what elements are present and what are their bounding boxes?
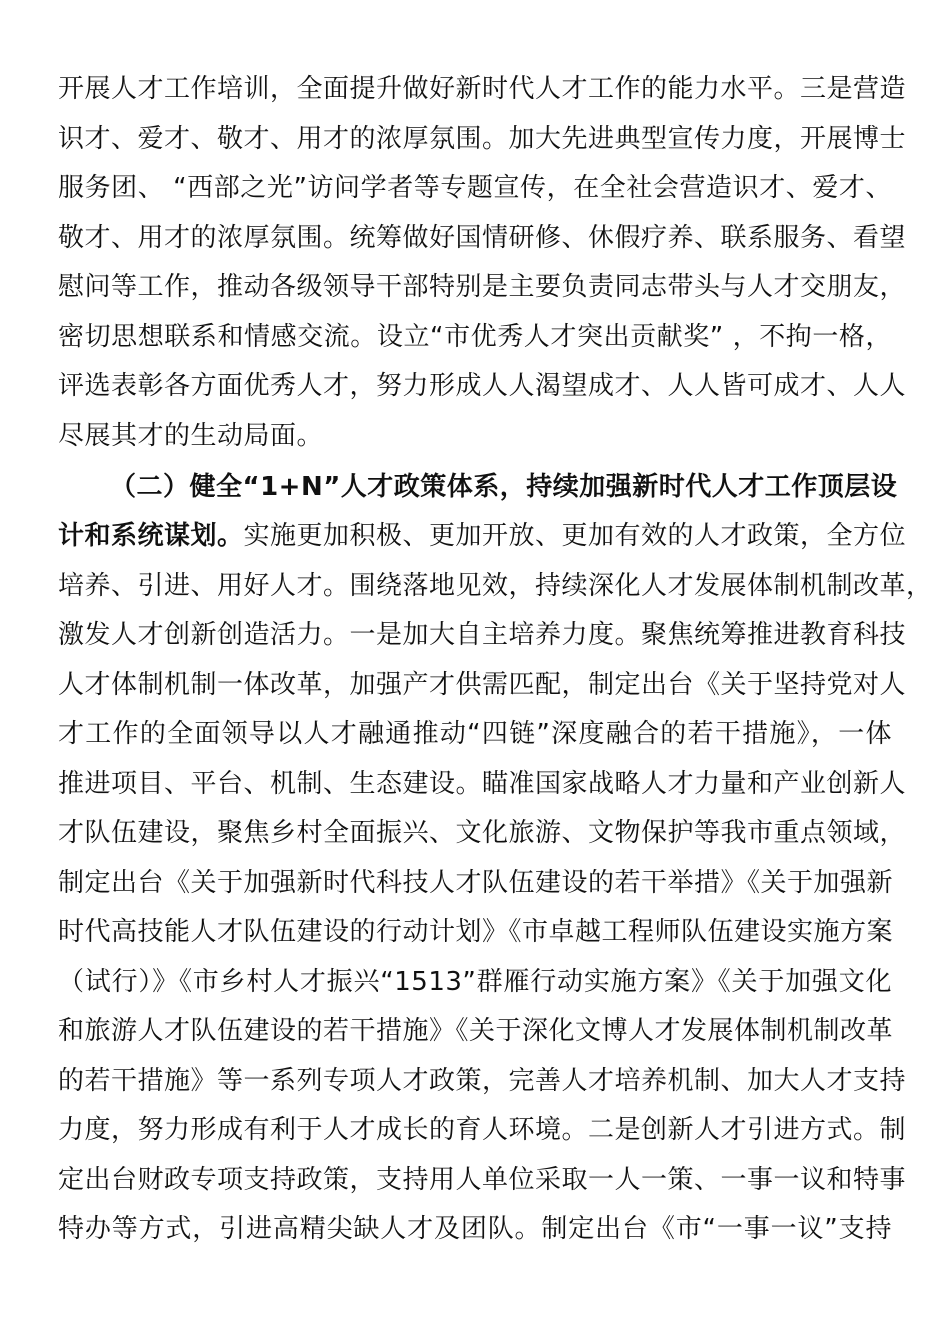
- paragraph-line: 推进项目、平台、机制、生态建设。瞄准国家战略人才力量和产业创新人: [58, 769, 907, 799]
- paragraph-line: 时代高技能人才队伍建设的行动计划》《市卓越工程师队伍建设实施方案: [58, 917, 894, 947]
- paragraph-line: 定出台财政专项支持政策，支持用人单位采取一人一策、一事一议和特事: [58, 1165, 907, 1195]
- paragraph-line: 和旅游人才队伍建设的若干措施》《关于深化文博人才发展体制机制改革: [58, 1016, 894, 1046]
- section-heading: （二）健全“1+N”人才政策体系，持续加强新时代人才工作顶层设: [110, 472, 898, 502]
- section-heading-continuation: [58, 511, 907, 561]
- paragraph-line: 密切思想联系和情感交流。设立“市优秀人才突出贡献奖” ，不拘一格，: [58, 322, 892, 352]
- paragraph-line: 才工作的全面领导以人才融通推动“四链”深度融合的若干措施》，一体: [58, 719, 892, 749]
- paragraph-line: 服务团、 “西部之光”访问学者等专题宣传，在全社会营造识才、爱才、: [58, 173, 892, 203]
- paragraph-line: （试行）》《市乡村人才振兴“1513”群雁行动实施方案》《关于加强文化: [58, 967, 892, 997]
- paragraph-line: 力度，努力形成有利于人才成长的育人环境。二是创新人才引进方式。制: [58, 1115, 907, 1145]
- paragraph-line: 慰问等工作，推动各级领导干部特别是主要负责同志带头与人才交朋友，: [58, 272, 907, 302]
- paragraph-line: 才队伍建设，聚焦乡村全面振兴、文化旅游、文物保护等我市重点领域，: [58, 818, 907, 848]
- paragraph-line: 特办等方式，引进高精尖缺人才及团队。制定出台《市“一事一议”支持: [58, 1214, 892, 1244]
- paragraph-text: 实施更加积极、更加开放、更加有效的人才政策，全方位: [243, 521, 907, 551]
- paragraph-line: 开展人才工作培训，全面提升做好新时代人才工作的能力水平。三是营造: [58, 74, 907, 104]
- paragraph-line: 人才体制机制一体改革，加强产才供需匹配，制定出台《关于坚持党对人: [58, 670, 907, 700]
- section-heading-end: 计和系统谋划。: [58, 521, 244, 551]
- paragraph-line: 敬才、用才的浓厚氛围。统筹做好国情研修、休假疗养、联系服务、看望: [58, 223, 907, 253]
- paragraph-line: 的若干措施》等一系列专项人才政策，完善人才培养机制、加大人才支持: [58, 1066, 907, 1096]
- paragraph-line: 制定出台《关于加强新时代科技人才队伍建设的若干举措》《关于加强新: [58, 868, 894, 898]
- paragraph-line: 培养、引进、用好人才。围绕落地见效，持续深化人才发展体制机制改革，: [58, 571, 933, 601]
- paragraph-line: 激发人才创新创造活力。一是加大自主培养力度。聚焦统筹推进教育科技: [58, 620, 907, 650]
- paragraph-line-last: 尽展其才的生动局面。: [58, 421, 324, 451]
- paragraph-line: 评选表彰各方面优秀人才，努力形成人人渴望成才、人人皆可成才、人人: [58, 371, 907, 401]
- paragraph-line: 识才、爱才、敬才、用才的浓厚氛围。加大先进典型宣传力度，开展博士: [58, 124, 907, 154]
